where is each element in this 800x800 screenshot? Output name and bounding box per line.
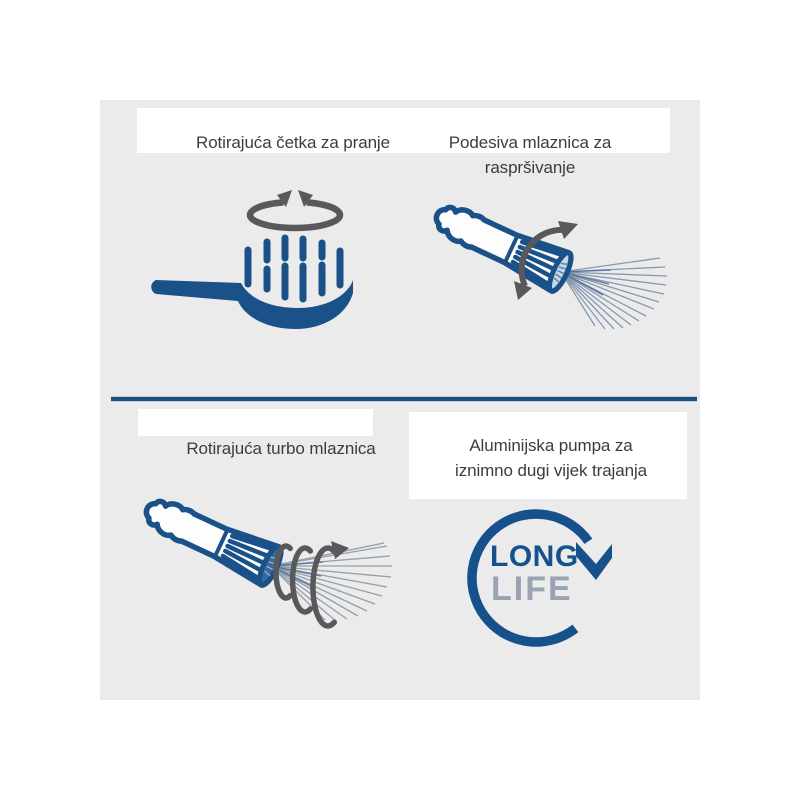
caption-text-line1: Aluminijska pumpa za bbox=[469, 436, 633, 455]
caption-card-bottom-left bbox=[138, 409, 373, 436]
long-life-pump-icon bbox=[458, 500, 618, 652]
caption-text: Rotirajuća turbo mlaznica bbox=[186, 439, 376, 458]
section-divider-line bbox=[111, 396, 697, 402]
caption-text: Rotirajuća četka za pranje bbox=[196, 133, 390, 152]
long-life-logo-text-long: LONG bbox=[490, 540, 579, 573]
caption-rotating-turbo-nozzle bbox=[131, 436, 431, 461]
caption-adjustable-spray-nozzle bbox=[380, 130, 680, 180]
caption-text-line1: Podesiva mlaznica za bbox=[448, 133, 612, 152]
caption-text-line2: raspršivanje bbox=[484, 158, 576, 177]
adjustable-spray-nozzle-icon bbox=[415, 190, 685, 340]
rotating-wash-brush-icon bbox=[148, 188, 363, 343]
long-life-logo-text-life: LIFE bbox=[491, 570, 573, 608]
rotating-turbo-nozzle-icon bbox=[138, 496, 398, 654]
caption-aluminium-pump bbox=[401, 433, 701, 483]
caption-text-line2: iznimno dugi vijek trajanja bbox=[455, 461, 647, 480]
